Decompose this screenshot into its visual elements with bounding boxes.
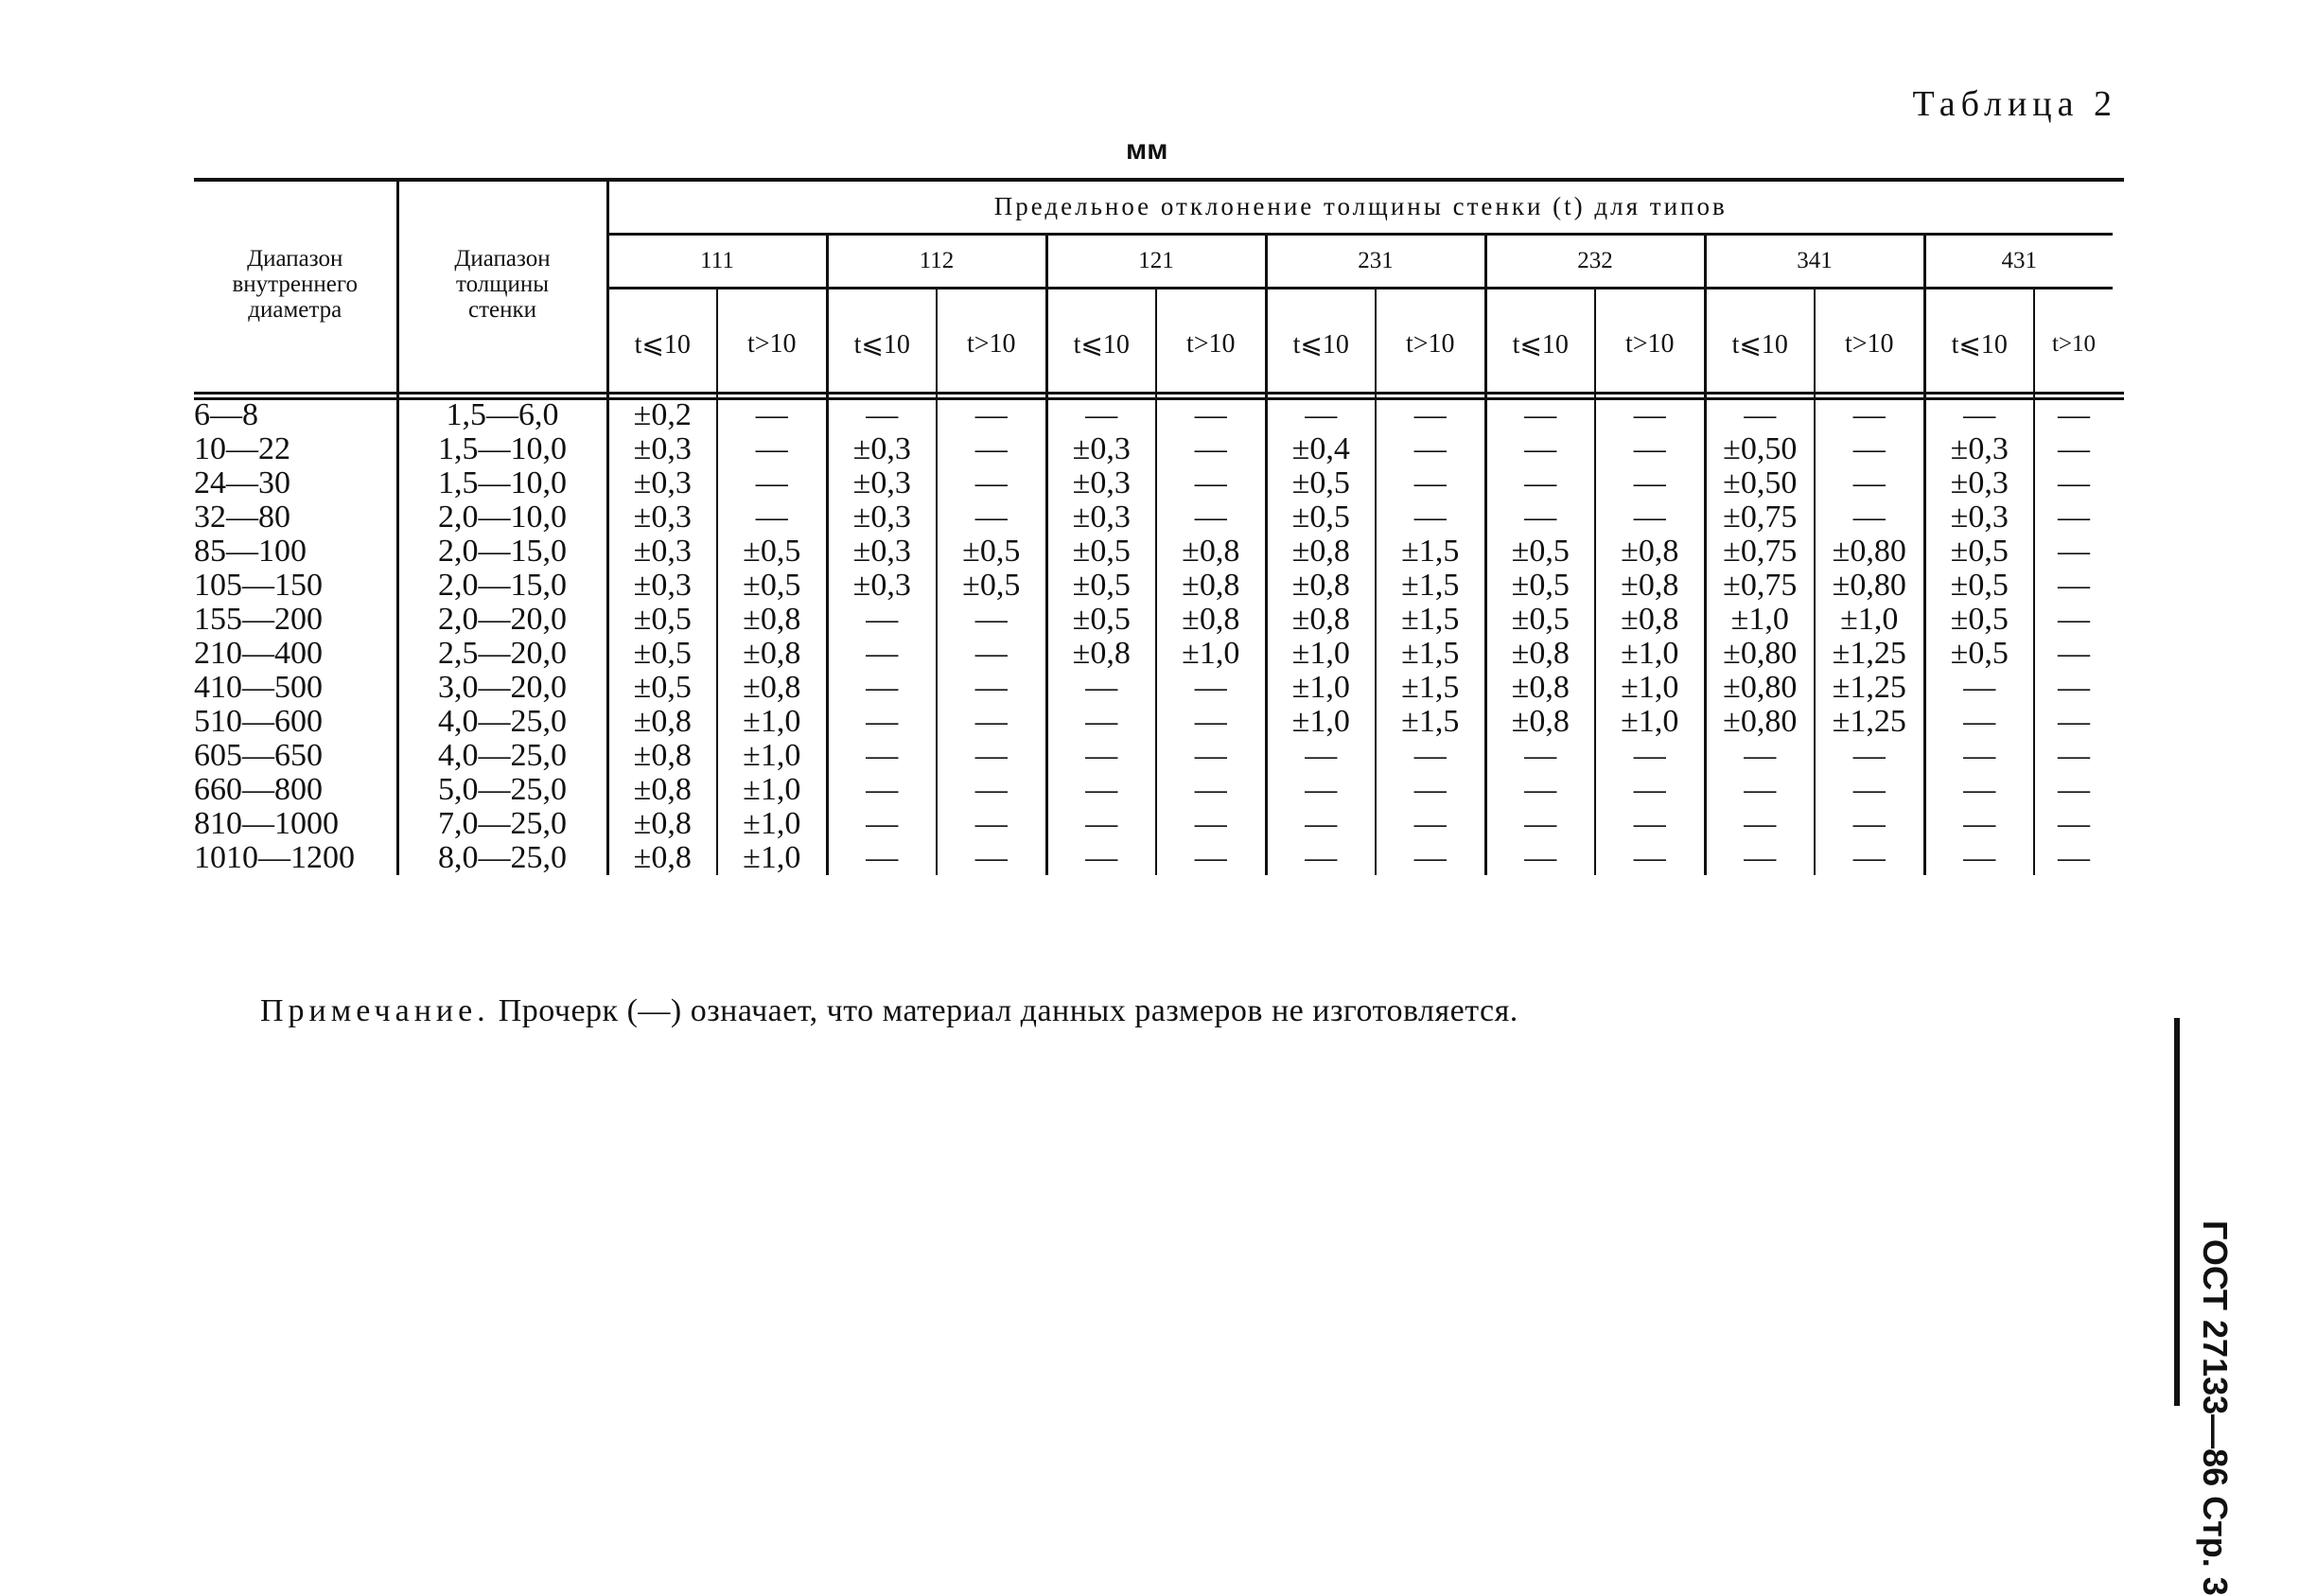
tolerance-cell: —	[1524, 397, 1557, 432]
tolerance-cell: ±0,8	[633, 806, 692, 841]
tolerance-cell: ±1,0	[1291, 704, 1350, 739]
tolerance-cell: —	[1633, 397, 1666, 432]
inner-diameter-cell: 10—22	[194, 431, 290, 466]
tolerance-cell: ±0,5	[1511, 534, 1570, 569]
tolerance-cell: ±0,5	[1072, 568, 1131, 603]
tolerance-cell: —	[1085, 670, 1118, 705]
sub-header-gt10: t>10	[1595, 289, 1705, 399]
tolerance-column	[717, 398, 827, 875]
tolerance-cell: ±1,0	[743, 840, 801, 875]
tolerance-cell: ±0,8	[1511, 670, 1570, 705]
inner-diameter-cell: 85—100	[194, 534, 307, 569]
tolerance-cell: —	[2058, 840, 2090, 875]
tolerance-cell: ±0,3	[1950, 431, 2009, 466]
tolerance-cell: —	[1194, 840, 1227, 875]
tolerance-cell: —	[974, 636, 1008, 671]
inner-diameter-cell: 510—600	[194, 704, 323, 739]
tolerance-cell: —	[1852, 397, 1886, 432]
tolerance-cell: ±0,3	[633, 500, 692, 535]
tolerance-cell: —	[1413, 397, 1447, 432]
tolerance-cell: —	[1085, 397, 1118, 432]
tolerance-cell: ±0,4	[1291, 431, 1350, 466]
tolerance-cell: ±0,8	[1182, 568, 1240, 603]
tolerance-cell: —	[1194, 397, 1227, 432]
tolerance-cell: ±0,8	[633, 840, 692, 875]
tolerance-cell: —	[1413, 806, 1447, 841]
tolerance-cell: ±1,0	[1621, 636, 1679, 671]
tolerance-column	[827, 398, 937, 875]
sub-header-gt10: t>10	[2034, 289, 2113, 399]
inner-diameter-cell: 660—800	[194, 772, 323, 807]
tolerance-cell: —	[974, 397, 1008, 432]
type-header-341: 341	[1705, 235, 1924, 289]
tolerance-cell: ±0,80	[1832, 568, 1906, 603]
tolerance-cell: ±1,5	[1401, 534, 1460, 569]
tolerance-cell: —	[1413, 500, 1447, 535]
tolerance-cell: —	[974, 704, 1008, 739]
tolerance-cell: —	[1633, 772, 1666, 807]
tolerance-column	[1595, 398, 1705, 875]
col-header-line: стенки	[467, 297, 537, 323]
tolerance-cell: —	[1194, 704, 1227, 739]
tolerance-cell: ±0,3	[633, 431, 692, 466]
tolerance-cell: ±1,25	[1832, 636, 1906, 671]
tolerance-cell: ±0,8	[1621, 568, 1679, 603]
tolerance-cell: ±0,5	[1072, 534, 1131, 569]
tolerance-cell: ±0,5	[1291, 500, 1350, 535]
tolerance-cell: —	[2058, 500, 2090, 535]
tolerance-cell: ±1,0	[743, 806, 801, 841]
tolerance-cell: ±0,5	[1511, 568, 1570, 603]
tolerance-cell: ±0,8	[1182, 534, 1240, 569]
tolerance-cell: —	[1963, 704, 1996, 739]
inner-diameter-column	[194, 398, 397, 875]
tolerance-column	[607, 398, 717, 875]
tolerance-cell: —	[1744, 806, 1777, 841]
tolerance-cell: ±0,2	[633, 397, 692, 432]
tolerance-cell: ±0,3	[1950, 465, 2009, 500]
tolerance-cell: ±0,8	[1621, 602, 1679, 637]
tolerance-column	[1266, 398, 1376, 875]
tolerance-cell: —	[1305, 738, 1338, 773]
tolerance-cell: ±0,5	[633, 670, 692, 705]
sub-header-lt10: t⩽10	[827, 289, 937, 399]
tolerance-cell: ±0,75	[1723, 500, 1798, 535]
tolerance-cell: ±1,25	[1832, 670, 1906, 705]
tolerance-cell: ±0,3	[1072, 500, 1131, 535]
tolerance-cell: ±0,8	[1511, 636, 1570, 671]
type-header-231: 231	[1266, 235, 1485, 289]
tolerance-cell: —	[974, 738, 1008, 773]
tolerance-cell: —	[1633, 465, 1666, 500]
tolerance-cell: —	[2058, 602, 2090, 637]
tolerance-cell: ±0,8	[1291, 568, 1350, 603]
tolerance-cell: —	[1305, 772, 1338, 807]
tolerance-cell: ±0,5	[743, 568, 801, 603]
tolerance-cell: ±0,5	[633, 602, 692, 637]
spanning-header: Предельное отклонение толщины стенки (t) для типов	[607, 180, 2113, 235]
tolerance-cell: —	[1633, 431, 1666, 466]
tolerance-cell: ±0,5	[743, 534, 801, 569]
tolerance-cell: —	[2058, 465, 2090, 500]
wall-thickness-cell: 4,0—25,0	[438, 704, 567, 739]
tolerance-cell: —	[1963, 840, 1996, 875]
tolerance-cell: —	[1744, 397, 1777, 432]
tolerance-cell: —	[2058, 704, 2090, 739]
tolerance-cell: ±1,5	[1401, 602, 1460, 637]
tolerance-cell: —	[974, 806, 1008, 841]
tolerance-cell: ±1,0	[743, 738, 801, 773]
tolerance-cell: ±0,8	[1072, 636, 1131, 671]
tolerance-cell: —	[755, 397, 788, 432]
tolerance-cell: —	[1194, 431, 1227, 466]
tolerance-cell: —	[2058, 397, 2090, 432]
sub-header-lt10: t⩽10	[1266, 289, 1376, 399]
tolerance-column	[1046, 398, 1156, 875]
tolerance-column	[2034, 398, 2113, 875]
tolerance-cell: —	[2058, 738, 2090, 773]
tolerance-cell: —	[1194, 738, 1227, 773]
inner-diameter-cell: 810—1000	[194, 806, 339, 841]
tolerance-cell: —	[1085, 738, 1118, 773]
tolerance-cell: —	[974, 670, 1008, 705]
tolerance-cell: —	[866, 602, 899, 637]
tolerance-cell: —	[1633, 500, 1666, 535]
sub-header-lt10: t⩽10	[1705, 289, 1815, 399]
tolerance-cell: ±0,5	[1511, 602, 1570, 637]
wall-thickness-cell: 2,0—10,0	[438, 500, 567, 535]
tolerance-cell: ±0,8	[1511, 704, 1570, 739]
tolerance-cell: —	[1852, 465, 1886, 500]
inner-diameter-cell: 32—80	[194, 500, 290, 535]
tolerance-cell: —	[1085, 704, 1118, 739]
tolerance-cell: —	[1744, 840, 1777, 875]
tolerance-cell: —	[1085, 772, 1118, 807]
tolerance-cell: ±1,0	[1621, 704, 1679, 739]
tolerance-cell: ±0,8	[1182, 602, 1240, 637]
tolerance-cell: —	[974, 772, 1008, 807]
tolerance-cell: ±1,0	[743, 704, 801, 739]
tolerance-cell: ±0,3	[852, 500, 911, 535]
tolerance-cell: —	[974, 840, 1008, 875]
units-label: мм	[1126, 134, 1168, 166]
tolerance-cell: —	[1413, 840, 1447, 875]
tolerance-column	[1376, 398, 1485, 875]
tolerance-cell: ±0,3	[633, 465, 692, 500]
tolerance-cell: ±0,8	[633, 738, 692, 773]
tolerance-cell: —	[1963, 806, 1996, 841]
footnote-label: Примечание.	[260, 993, 490, 1028]
tolerance-cell: —	[1633, 738, 1666, 773]
tolerance-cell: —	[974, 465, 1008, 500]
sub-header-gt10: t>10	[937, 289, 1046, 399]
tolerance-cell: —	[1305, 397, 1338, 432]
tolerance-cell: ±0,5	[1950, 636, 2009, 671]
table-title: Таблица 2	[1912, 84, 2117, 124]
tolerance-cell: —	[1085, 840, 1118, 875]
tolerance-column	[1156, 398, 1266, 875]
tolerance-cell: —	[1963, 397, 1996, 432]
tolerance-cell: ±0,8	[743, 670, 801, 705]
tolerance-cell: ±0,50	[1723, 431, 1798, 466]
tolerance-cell: —	[1524, 465, 1557, 500]
tolerance-cell: —	[2058, 568, 2090, 603]
tolerance-cell: —	[974, 500, 1008, 535]
tolerance-cell: ±0,3	[1072, 465, 1131, 500]
tolerance-cell: ±0,3	[852, 534, 911, 569]
tolerance-cell: ±0,8	[1291, 534, 1350, 569]
inner-diameter-cell: 24—30	[194, 465, 290, 500]
tolerance-cell: —	[1194, 772, 1227, 807]
tolerance-cell: —	[866, 636, 899, 671]
tolerance-cell: —	[1524, 772, 1557, 807]
inner-diameter-cell: 6—8	[194, 397, 258, 432]
tolerance-cell: ±1,0	[743, 772, 801, 807]
type-header-232: 232	[1485, 235, 1705, 289]
tolerance-cell: ±0,8	[743, 636, 801, 671]
tolerance-cell: ±1,5	[1401, 704, 1460, 739]
tolerance-cell: —	[1413, 738, 1447, 773]
tolerance-cell: —	[1413, 431, 1447, 466]
sub-header-gt10: t>10	[1815, 289, 1924, 399]
tolerance-cell: —	[1085, 806, 1118, 841]
tolerance-cell: —	[755, 431, 788, 466]
tolerance-cell: ±0,80	[1723, 670, 1798, 705]
tolerance-cell: —	[1744, 772, 1777, 807]
tolerance-cell: —	[755, 500, 788, 535]
tolerance-cell: ±0,80	[1723, 636, 1798, 671]
col-header-line: Диапазон	[454, 246, 551, 272]
sub-header-lt10: t⩽10	[1924, 289, 2034, 399]
tolerance-cell: —	[1524, 738, 1557, 773]
tolerance-column	[937, 398, 1046, 875]
tolerance-cell: ±1,0	[1182, 636, 1240, 671]
wall-thickness-cell: 8,0—25,0	[438, 840, 567, 875]
tolerance-cell: ±0,5	[1950, 568, 2009, 603]
col-header-line: Диапазон	[247, 246, 343, 272]
tolerance-table	[194, 180, 2113, 875]
tolerance-cell: —	[866, 738, 899, 773]
tolerance-cell: —	[1194, 500, 1227, 535]
sub-header-lt10: t⩽10	[1046, 289, 1156, 399]
tolerance-cell: —	[974, 602, 1008, 637]
tolerance-cell: —	[1194, 465, 1227, 500]
wall-thickness-cell: 2,5—20,0	[438, 636, 567, 671]
wall-thickness-cell: 2,0—20,0	[438, 602, 567, 637]
tolerance-cell: —	[2058, 670, 2090, 705]
tolerance-cell: —	[866, 772, 899, 807]
tolerance-cell: —	[1305, 840, 1338, 875]
sub-header-gt10: t>10	[717, 289, 827, 399]
side-standard-label: ГОСТ 27133—86 Стр. 3	[2196, 1220, 2235, 1596]
wall-thickness-cell: 4,0—25,0	[438, 738, 567, 773]
tolerance-cell: ±0,5	[962, 568, 1021, 603]
tolerance-cell: ±0,8	[1621, 534, 1679, 569]
tolerance-cell: ±0,3	[1950, 500, 2009, 535]
tolerance-cell: ±0,80	[1832, 534, 1906, 569]
tolerance-cell: ±0,75	[1723, 568, 1798, 603]
tolerance-cell: —	[866, 840, 899, 875]
tolerance-cell: ±0,75	[1723, 534, 1798, 569]
tolerance-cell: —	[1963, 670, 1996, 705]
tolerance-column	[1815, 398, 1924, 875]
wall-thickness-column	[397, 398, 607, 875]
type-header-111: 111	[607, 235, 827, 289]
tolerance-cell: ±1,0	[1621, 670, 1679, 705]
footnote	[260, 993, 1518, 1029]
tolerance-cell: ±1,0	[1730, 602, 1789, 637]
tolerance-cell: —	[2058, 534, 2090, 569]
tolerance-cell: —	[1524, 431, 1557, 466]
wall-thickness-cell: 2,0—15,0	[438, 534, 567, 569]
tolerance-cell: ±0,3	[633, 568, 692, 603]
tolerance-cell: ±0,3	[633, 534, 692, 569]
col-header-line: толщины	[455, 272, 550, 297]
tolerance-cell: —	[866, 806, 899, 841]
tolerance-cell: —	[1744, 738, 1777, 773]
inner-diameter-cell: 1010—1200	[194, 840, 355, 875]
inner-diameter-cell: 155—200	[194, 602, 323, 637]
tolerance-cell: —	[1852, 738, 1886, 773]
wall-thickness-cell: 2,0—15,0	[438, 568, 567, 603]
col-header-wall-thickness	[397, 180, 607, 398]
tolerance-cell: —	[1194, 806, 1227, 841]
sub-header-gt10: t>10	[1156, 289, 1266, 399]
tolerance-cell: —	[1963, 738, 1996, 773]
tolerance-cell: —	[2058, 636, 2090, 671]
type-header-431: 431	[1924, 235, 2113, 289]
tolerance-cell: ±0,8	[633, 704, 692, 739]
tolerance-cell: ±0,50	[1723, 465, 1798, 500]
tolerance-cell: ±1,0	[1291, 636, 1350, 671]
tolerance-cell: ±0,8	[633, 772, 692, 807]
tolerance-cell: —	[866, 704, 899, 739]
tolerance-cell: ±0,5	[1950, 534, 2009, 569]
tolerance-cell: —	[1633, 806, 1666, 841]
side-rule	[2174, 1018, 2180, 1406]
tolerance-cell: ±0,5	[1072, 602, 1131, 637]
footnote-text: Прочерк (—) означает, что материал данных размеров не изготовляется.	[498, 993, 1518, 1028]
tolerance-cell: —	[866, 670, 899, 705]
tolerance-cell: ±0,3	[852, 568, 911, 603]
wall-thickness-cell: 3,0—20,0	[438, 670, 567, 705]
tolerance-cell: —	[1852, 840, 1886, 875]
col-header-inner-diameter	[194, 180, 397, 398]
type-header-112: 112	[827, 235, 1046, 289]
tolerance-cell: —	[1524, 840, 1557, 875]
wall-thickness-cell: 7,0—25,0	[438, 806, 567, 841]
tolerance-cell: —	[1305, 806, 1338, 841]
tolerance-cell: ±0,5	[1291, 465, 1350, 500]
tolerance-cell: —	[1852, 500, 1886, 535]
tolerance-cell: —	[1413, 772, 1447, 807]
tolerance-cell: ±0,3	[852, 465, 911, 500]
tolerance-cell: —	[1963, 772, 1996, 807]
tolerance-cell: ±0,5	[1950, 602, 2009, 637]
tolerance-column	[1485, 398, 1595, 875]
tolerance-cell: —	[2058, 772, 2090, 807]
tolerance-cell: —	[2058, 431, 2090, 466]
tolerance-cell: ±1,5	[1401, 568, 1460, 603]
inner-diameter-cell: 210—400	[194, 636, 323, 671]
tolerance-cell: —	[1194, 670, 1227, 705]
sub-header-lt10: t⩽10	[1485, 289, 1595, 399]
tolerance-cell: ±1,5	[1401, 636, 1460, 671]
inner-diameter-cell: 605—650	[194, 738, 323, 773]
tolerance-cell: —	[866, 397, 899, 432]
tolerance-cell: ±0,3	[852, 431, 911, 466]
tolerance-cell: —	[974, 431, 1008, 466]
tolerance-cell: —	[2058, 806, 2090, 841]
tolerance-cell: ±0,8	[743, 602, 801, 637]
tolerance-cell: ±0,3	[1072, 431, 1131, 466]
inner-diameter-cell: 105—150	[194, 568, 323, 603]
tolerance-cell: ±1,0	[1291, 670, 1350, 705]
tolerance-cell: —	[1852, 772, 1886, 807]
tolerance-cell: ±1,25	[1832, 704, 1906, 739]
table-body-row	[194, 398, 2113, 875]
tolerance-column	[1705, 398, 1815, 875]
wall-thickness-cell: 1,5—10,0	[438, 431, 567, 466]
wall-thickness-cell: 1,5—6,0	[446, 397, 559, 432]
tolerance-cell: ±1,0	[1840, 602, 1899, 637]
inner-diameter-cell: 410—500	[194, 670, 323, 705]
tolerance-cell: —	[755, 465, 788, 500]
tolerance-cell: ±1,5	[1401, 670, 1460, 705]
tolerance-cell: ±0,8	[1291, 602, 1350, 637]
wall-thickness-cell: 5,0—25,0	[438, 772, 567, 807]
tolerance-cell: —	[1852, 806, 1886, 841]
type-header-121: 121	[1046, 235, 1266, 289]
tolerance-cell: —	[1524, 806, 1557, 841]
tolerance-cell: —	[1524, 500, 1557, 535]
col-header-line: диаметра	[248, 297, 342, 323]
tolerance-cell: ±0,80	[1723, 704, 1798, 739]
tolerance-column	[1924, 398, 2034, 875]
tolerance-cell: ±0,5	[633, 636, 692, 671]
sub-header-gt10: t>10	[1376, 289, 1485, 399]
col-header-line: внутреннего	[232, 272, 358, 297]
sub-header-lt10: t⩽10	[607, 289, 717, 399]
tolerance-cell: —	[1413, 465, 1447, 500]
wall-thickness-cell: 1,5—10,0	[438, 465, 567, 500]
tolerance-cell: —	[1633, 840, 1666, 875]
tolerance-cell: —	[1852, 431, 1886, 466]
tolerance-cell: ±0,5	[962, 534, 1021, 569]
